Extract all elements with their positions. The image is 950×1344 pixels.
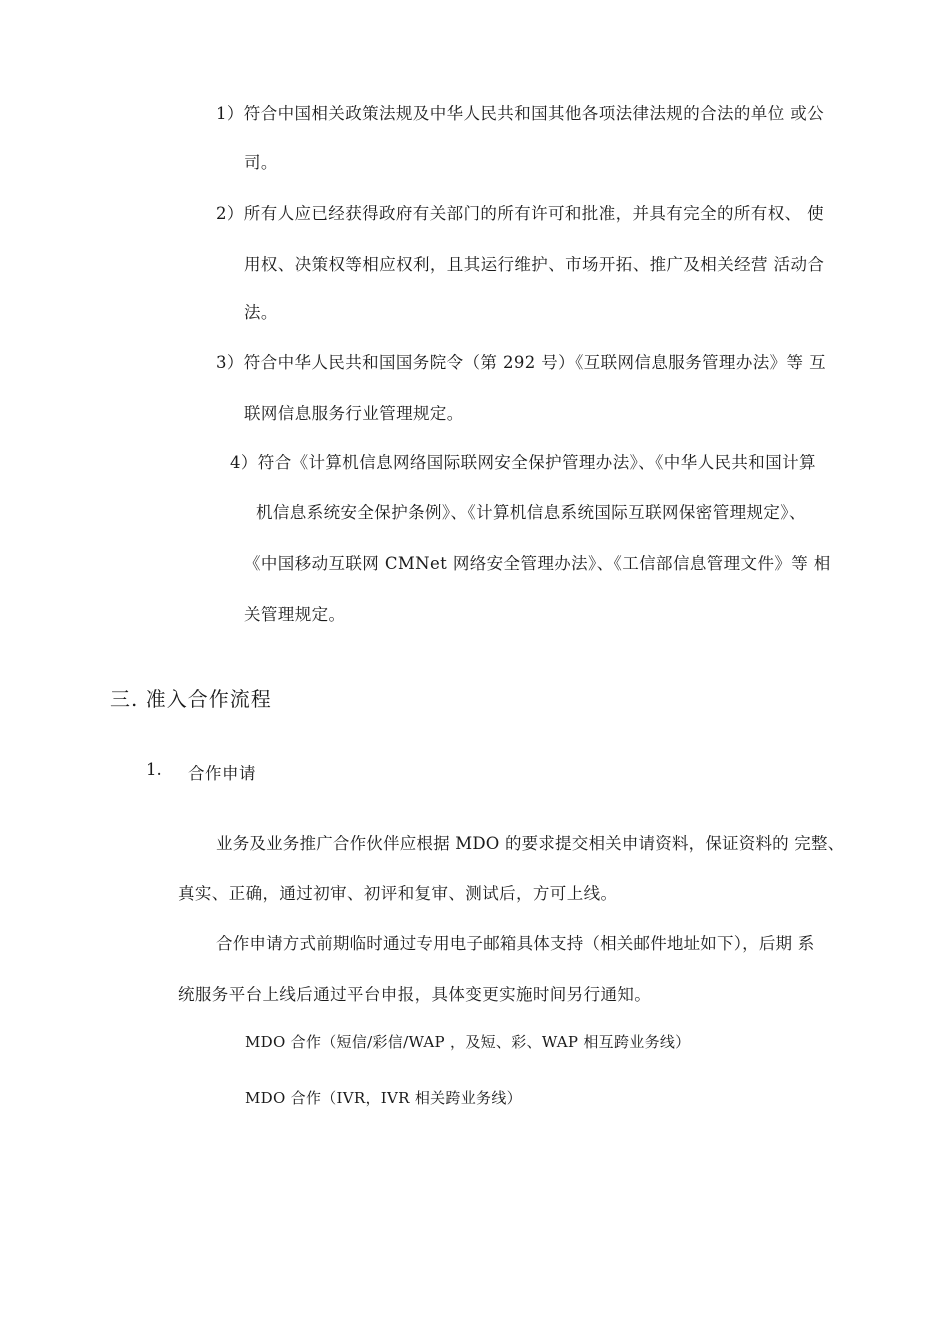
item-2-line-1: 2）所有人应已经获得政府有关部门的所有许可和批准，并具有完全的所有权、 使 (216, 204, 825, 223)
paragraph-1-line-1: 业务及业务推广合作伙伴应根据 MDO 的要求提交相关申请资料，保证资料的 完整、 (216, 834, 845, 853)
item-4-line-3: 《中国移动互联网 CMNet 网络安全管理办法》、《工信部信息管理文件》等 相 (244, 554, 831, 573)
section-heading: 三. 准入合作流程 (110, 687, 272, 711)
paragraph-1-line-2: 真实、正确，通过初审、初评和复审、测试后，方可上线。 (178, 884, 618, 903)
item-2-line-2: 用权、决策权等相应权利，且其运行维护、市场开拓、推广及相关经营 活动合 (244, 255, 825, 274)
item-1-line-1: 1）符合中国相关政策法规及中华人民共和国其他各项法律法规的合法的单位 或公 (216, 104, 825, 123)
item-4-line-1: 4）符合《计算机信息网络国际联网安全保护管理办法》、《中华人民共和国计算 (230, 453, 816, 472)
subsection-title: 合作申请 (188, 764, 256, 783)
item-3-line-2: 联网信息服务行业管理规定。 (244, 404, 464, 423)
item-2-line-3: 法。 (244, 303, 278, 322)
item-4-line-2: 机信息系统安全保护条例》、《计算机信息系统国际互联网保密管理规定》、 (256, 503, 806, 522)
contact-line-ivr: MDO 合作（IVR，IVR 相关跨业务线） (245, 1089, 522, 1107)
contact-line-sms-mms-wap: MDO 合作（短信/彩信/WAP ，及短、彩、WAP 相互跨业务线） (245, 1033, 691, 1051)
item-4-line-4: 关管理规定。 (244, 605, 346, 624)
subsection-number: 1. (146, 760, 162, 779)
paragraph-2-line-2: 统服务平台上线后通过平台申报，具体变更实施时间另行通知。 (178, 985, 652, 1004)
paragraph-2-line-1: 合作申请方式前期临时通过专用电子邮箱具体支持（相关邮件地址如下），后期 系 (216, 934, 815, 953)
item-1-line-2: 司。 (244, 153, 278, 172)
item-3-line-1: 3）符合中华人民共和国国务院令（第 292 号）《互联网信息服务管理办法》等 互 (216, 353, 826, 372)
